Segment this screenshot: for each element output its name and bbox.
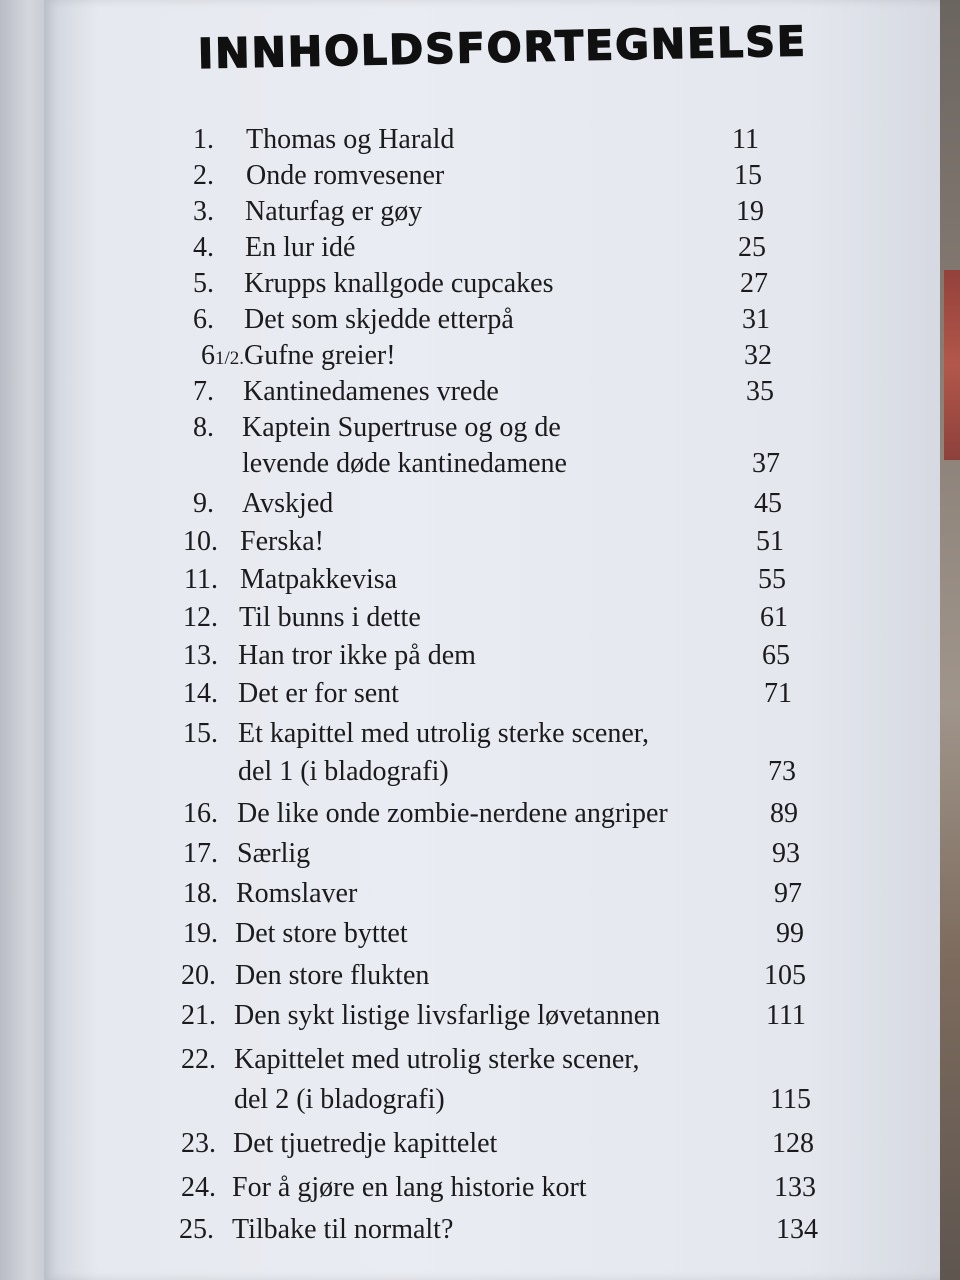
page-number: 51 bbox=[756, 526, 784, 557]
chapter-title: Særlig bbox=[237, 838, 311, 869]
chapter-number: 61/2. bbox=[200, 340, 244, 371]
chapter-number: 22. bbox=[181, 1044, 216, 1075]
chapter-number: 14. bbox=[183, 678, 218, 709]
page-number: 99 bbox=[776, 918, 804, 949]
chapter-number: 7. bbox=[193, 376, 214, 407]
page-number: 35 bbox=[746, 376, 774, 407]
page-number: 27 bbox=[740, 268, 768, 299]
chapter-number: 23. bbox=[181, 1128, 216, 1159]
chapter-number: 11. bbox=[184, 564, 218, 595]
chapter-title: Han tror ikke på dem bbox=[238, 640, 476, 671]
page-number: 11 bbox=[732, 124, 759, 155]
page-number: 93 bbox=[772, 838, 800, 869]
chapter-title: Onde romvesener bbox=[246, 160, 445, 191]
chapter-number: 6. bbox=[193, 304, 214, 335]
chapter-title: Kapittelet med utrolig sterke scener, bbox=[234, 1044, 640, 1075]
page-number: 71 bbox=[764, 678, 792, 709]
page-number: 73 bbox=[768, 756, 796, 787]
chapter-title: Kantinedamenes vrede bbox=[243, 376, 499, 407]
chapter-title: En lur idé bbox=[245, 232, 356, 263]
chapter-title: Avskjed bbox=[242, 488, 334, 519]
page-number: 115 bbox=[770, 1084, 811, 1115]
chapter-number: 8. bbox=[193, 412, 214, 443]
chapter-number: 16. bbox=[183, 798, 218, 829]
page-number: 61 bbox=[760, 602, 788, 633]
page-number: 45 bbox=[754, 488, 782, 519]
page-number: 111 bbox=[766, 1000, 806, 1031]
chapter-number: 13. bbox=[183, 640, 218, 671]
chapter-number: 19. bbox=[183, 918, 218, 949]
chapter-number: 9. bbox=[193, 488, 214, 519]
chapter-title: del 2 (i bladografi) bbox=[234, 1084, 445, 1115]
page-number: 55 bbox=[758, 564, 786, 595]
chapter-title: Gufne greier! bbox=[244, 340, 396, 371]
chapter-title: Den store flukten bbox=[235, 960, 430, 991]
chapter-number: 2. bbox=[193, 160, 214, 191]
page-number: 31 bbox=[742, 304, 770, 335]
chapter-title: Ferska! bbox=[240, 526, 324, 557]
chapter-title: Et kapittel med utrolig sterke scener, bbox=[238, 718, 649, 749]
chapter-title: Naturfag er gøy bbox=[245, 196, 423, 227]
chapter-number: 18. bbox=[183, 878, 218, 909]
chapter-title: Det er for sent bbox=[238, 678, 399, 709]
chapter-title: levende døde kantinedamene bbox=[242, 448, 567, 479]
chapter-number: 12. bbox=[183, 602, 218, 633]
chapter-title: De like onde zombie-nerdene angriper bbox=[237, 798, 668, 829]
chapter-title: Det som skjedde etterpå bbox=[244, 304, 514, 335]
page-number: 133 bbox=[774, 1172, 816, 1203]
page-number: 15 bbox=[734, 160, 762, 191]
chapter-title: Kaptein Supertruse og og de bbox=[242, 412, 561, 443]
chapter-title: For å gjøre en lang historie kort bbox=[232, 1172, 587, 1203]
page-number: 25 bbox=[738, 232, 766, 263]
page-number: 97 bbox=[774, 878, 802, 909]
chapter-title: Tilbake til normalt? bbox=[232, 1214, 454, 1245]
chapter-number: 10. bbox=[183, 526, 218, 557]
chapter-title: del 1 (i bladografi) bbox=[238, 756, 449, 787]
chapter-title: Til bunns i dette bbox=[239, 602, 421, 633]
chapter-number: 5. bbox=[193, 268, 214, 299]
chapter-title: Krupps knallgode cupcakes bbox=[244, 268, 554, 299]
chapter-title: Den sykt listige livsfarlige løvetannen bbox=[234, 1000, 661, 1031]
chapter-number: 25. bbox=[179, 1214, 214, 1245]
chapter-number: 21. bbox=[181, 1000, 216, 1031]
chapter-title: Thomas og Harald bbox=[246, 124, 455, 155]
page-number: 65 bbox=[762, 640, 790, 671]
page-number: 89 bbox=[770, 798, 798, 829]
page-number: 37 bbox=[752, 448, 780, 479]
page-number: 32 bbox=[744, 340, 772, 371]
chapter-number: 20. bbox=[181, 960, 216, 991]
chapter-number: 4. bbox=[193, 232, 214, 263]
page-number: 19 bbox=[736, 196, 764, 227]
chapter-title: Romslaver bbox=[236, 878, 358, 909]
chapter-number-fraction: 1/2. bbox=[214, 348, 244, 369]
page-number: 128 bbox=[772, 1128, 814, 1159]
page-number: 105 bbox=[764, 960, 806, 991]
page-title: INNHOLDSFORTEGNELSE bbox=[197, 17, 808, 78]
page-number: 134 bbox=[776, 1214, 818, 1245]
chapter-title: Matpakkevisa bbox=[240, 564, 398, 595]
chapter-number: 17. bbox=[183, 838, 218, 869]
chapter-number: 1. bbox=[193, 124, 214, 155]
chapter-number: 3. bbox=[193, 196, 214, 227]
chapter-title: Det store byttet bbox=[235, 918, 408, 949]
chapter-number: 15. bbox=[183, 718, 218, 749]
chapter-number: 24. bbox=[181, 1172, 216, 1203]
chapter-title: Det tjuetredje kapittelet bbox=[233, 1128, 498, 1159]
